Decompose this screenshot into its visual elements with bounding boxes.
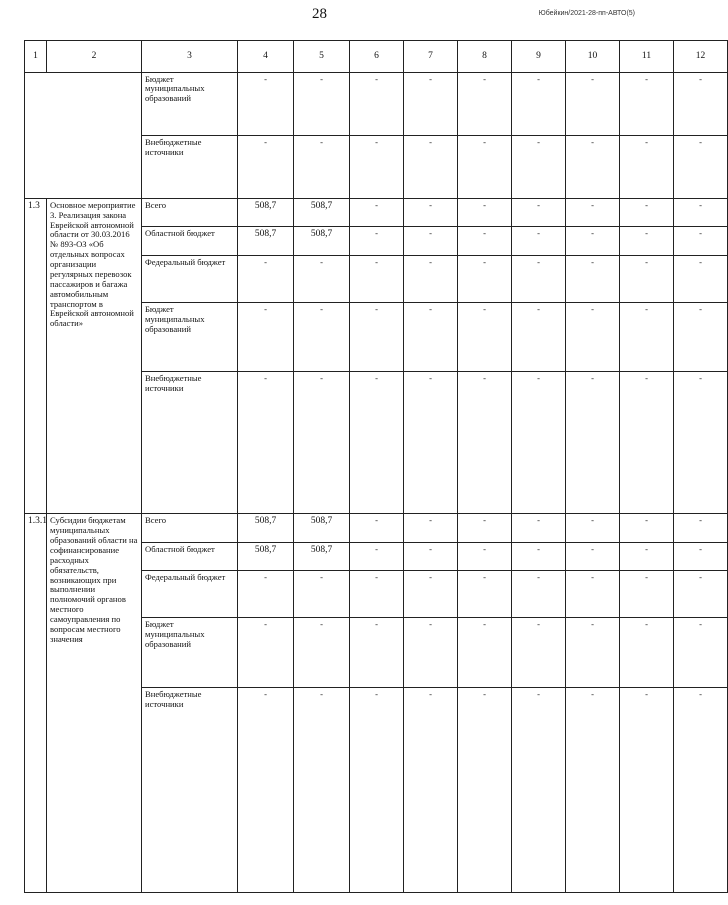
- value-cell: -: [350, 302, 404, 371]
- value-cell: -: [350, 571, 404, 618]
- value-cell: -: [458, 72, 512, 135]
- value-cell: -: [350, 618, 404, 687]
- budget-table: [24, 40, 728, 893]
- value-cell: -: [404, 514, 458, 542]
- measure-name: Основное мероприятие 3. Реализация закона Еврейской автономной области от 30.03.2016 № 893-ОЗ «Об отдельных вопросах организации регулярных перевозок пассажиров и багажа автомобильным транспортом в Еврейской автономной области»: [47, 198, 142, 514]
- funding-source: Бюджет муниципальных образований: [142, 618, 238, 687]
- value-cell: -: [620, 618, 674, 687]
- value-cell: -: [566, 618, 620, 687]
- value-cell: -: [294, 255, 350, 302]
- value-cell: -: [404, 571, 458, 618]
- funding-source: Всего: [142, 198, 238, 226]
- value-cell: -: [238, 72, 294, 135]
- funding-source: Федеральный бюджет: [142, 571, 238, 618]
- value-cell: -: [566, 255, 620, 302]
- value-cell: -: [674, 135, 728, 198]
- value-cell: -: [238, 255, 294, 302]
- value-cell: -: [566, 571, 620, 618]
- column-header: 12: [674, 41, 728, 73]
- value-cell: -: [458, 227, 512, 255]
- value-cell: -: [404, 618, 458, 687]
- column-header: 11: [620, 41, 674, 73]
- value-cell: -: [512, 302, 566, 371]
- value-cell: -: [674, 72, 728, 135]
- funding-source: Областной бюджет: [142, 227, 238, 255]
- value-cell: -: [674, 227, 728, 255]
- value-cell: -: [620, 72, 674, 135]
- value-cell: -: [512, 514, 566, 542]
- column-header: 6: [350, 41, 404, 73]
- measure-id: 1.3.1: [25, 514, 47, 893]
- value-cell: 508,7: [294, 542, 350, 570]
- value-cell: -: [458, 514, 512, 542]
- funding-source: Бюджет муниципальных образований: [142, 302, 238, 371]
- value-cell: -: [566, 72, 620, 135]
- page-number: 28: [312, 6, 327, 22]
- funding-source: Внебюджетные источники: [142, 372, 238, 514]
- value-cell: -: [294, 372, 350, 514]
- value-cell: -: [566, 514, 620, 542]
- value-cell: -: [350, 687, 404, 892]
- value-cell: -: [674, 255, 728, 302]
- value-cell: -: [674, 687, 728, 892]
- value-cell: -: [674, 372, 728, 514]
- value-cell: 508,7: [238, 514, 294, 542]
- value-cell: -: [620, 571, 674, 618]
- value-cell: -: [566, 227, 620, 255]
- value-cell: 508,7: [294, 198, 350, 226]
- value-cell: -: [674, 514, 728, 542]
- value-cell: -: [458, 618, 512, 687]
- value-cell: -: [238, 618, 294, 687]
- value-cell: -: [620, 514, 674, 542]
- value-cell: -: [674, 571, 728, 618]
- value-cell: -: [620, 372, 674, 514]
- value-cell: -: [238, 302, 294, 371]
- value-cell: -: [458, 255, 512, 302]
- value-cell: -: [620, 302, 674, 371]
- column-header: 5: [294, 41, 350, 73]
- value-cell: -: [238, 687, 294, 892]
- column-header: 10: [566, 41, 620, 73]
- value-cell: -: [238, 372, 294, 514]
- value-cell: -: [674, 618, 728, 687]
- funding-source: Внебюджетные источники: [142, 135, 238, 198]
- value-cell: -: [404, 255, 458, 302]
- value-cell: -: [404, 302, 458, 371]
- value-cell: -: [350, 135, 404, 198]
- value-cell: -: [620, 255, 674, 302]
- value-cell: -: [458, 372, 512, 514]
- value-cell: 508,7: [238, 227, 294, 255]
- funding-source: Областной бюджет: [142, 542, 238, 570]
- column-header: 7: [404, 41, 458, 73]
- value-cell: -: [566, 687, 620, 892]
- value-cell: -: [350, 372, 404, 514]
- value-cell: -: [512, 571, 566, 618]
- value-cell: -: [404, 372, 458, 514]
- value-cell: 508,7: [238, 198, 294, 226]
- value-cell: 508,7: [294, 227, 350, 255]
- funding-source: Бюджет муниципальных образований: [142, 72, 238, 135]
- value-cell: -: [404, 227, 458, 255]
- measure-id: 1.3: [25, 198, 47, 514]
- value-cell: -: [404, 72, 458, 135]
- funding-source: Федеральный бюджет: [142, 255, 238, 302]
- value-cell: -: [512, 135, 566, 198]
- value-cell: -: [350, 514, 404, 542]
- value-cell: -: [674, 302, 728, 371]
- value-cell: 508,7: [238, 542, 294, 570]
- value-cell: -: [620, 542, 674, 570]
- table-row: [25, 514, 728, 542]
- value-cell: -: [620, 198, 674, 226]
- value-cell: -: [512, 687, 566, 892]
- header-row: [25, 41, 728, 73]
- value-cell: -: [458, 198, 512, 226]
- value-cell: -: [350, 227, 404, 255]
- column-header: 2: [47, 41, 142, 73]
- value-cell: -: [458, 135, 512, 198]
- column-header: 3: [142, 41, 238, 73]
- value-cell: -: [294, 302, 350, 371]
- column-header: 9: [512, 41, 566, 73]
- value-cell: -: [566, 135, 620, 198]
- value-cell: -: [404, 687, 458, 892]
- value-cell: -: [512, 255, 566, 302]
- value-cell: -: [512, 618, 566, 687]
- column-header: 4: [238, 41, 294, 73]
- value-cell: -: [620, 135, 674, 198]
- value-cell: -: [350, 72, 404, 135]
- value-cell: -: [238, 135, 294, 198]
- value-cell: 508,7: [294, 514, 350, 542]
- carryover-row: [25, 72, 728, 135]
- value-cell: -: [458, 302, 512, 371]
- funding-source: Всего: [142, 514, 238, 542]
- value-cell: -: [404, 542, 458, 570]
- value-cell: -: [674, 542, 728, 570]
- value-cell: -: [566, 302, 620, 371]
- value-cell: -: [512, 227, 566, 255]
- value-cell: -: [566, 198, 620, 226]
- value-cell: -: [458, 542, 512, 570]
- value-cell: -: [566, 542, 620, 570]
- value-cell: -: [238, 571, 294, 618]
- value-cell: -: [512, 198, 566, 226]
- table-row: [25, 198, 728, 226]
- value-cell: -: [512, 72, 566, 135]
- value-cell: -: [294, 135, 350, 198]
- column-header: 8: [458, 41, 512, 73]
- value-cell: -: [294, 72, 350, 135]
- value-cell: -: [294, 618, 350, 687]
- value-cell: -: [512, 372, 566, 514]
- value-cell: -: [512, 542, 566, 570]
- document-stamp: Юбейкин/2021-28-пп-АВТО(5): [538, 10, 635, 17]
- value-cell: -: [350, 255, 404, 302]
- value-cell: -: [404, 135, 458, 198]
- value-cell: -: [458, 687, 512, 892]
- value-cell: -: [458, 571, 512, 618]
- value-cell: -: [620, 687, 674, 892]
- column-header: 1: [25, 41, 47, 73]
- measure-name: Субсидии бюджетам муниципальных образований области на софинансирование расходных обязательств, возникающих при выполнении полномочий органов местного самоуправления по вопросам местного значения: [47, 514, 142, 893]
- value-cell: -: [404, 198, 458, 226]
- value-cell: -: [294, 571, 350, 618]
- value-cell: -: [566, 372, 620, 514]
- value-cell: -: [620, 227, 674, 255]
- value-cell: -: [350, 542, 404, 570]
- funding-source: Внебюджетные источники: [142, 687, 238, 892]
- value-cell: -: [674, 198, 728, 226]
- value-cell: -: [294, 687, 350, 892]
- carryover-blank: [25, 72, 142, 198]
- value-cell: -: [350, 198, 404, 226]
